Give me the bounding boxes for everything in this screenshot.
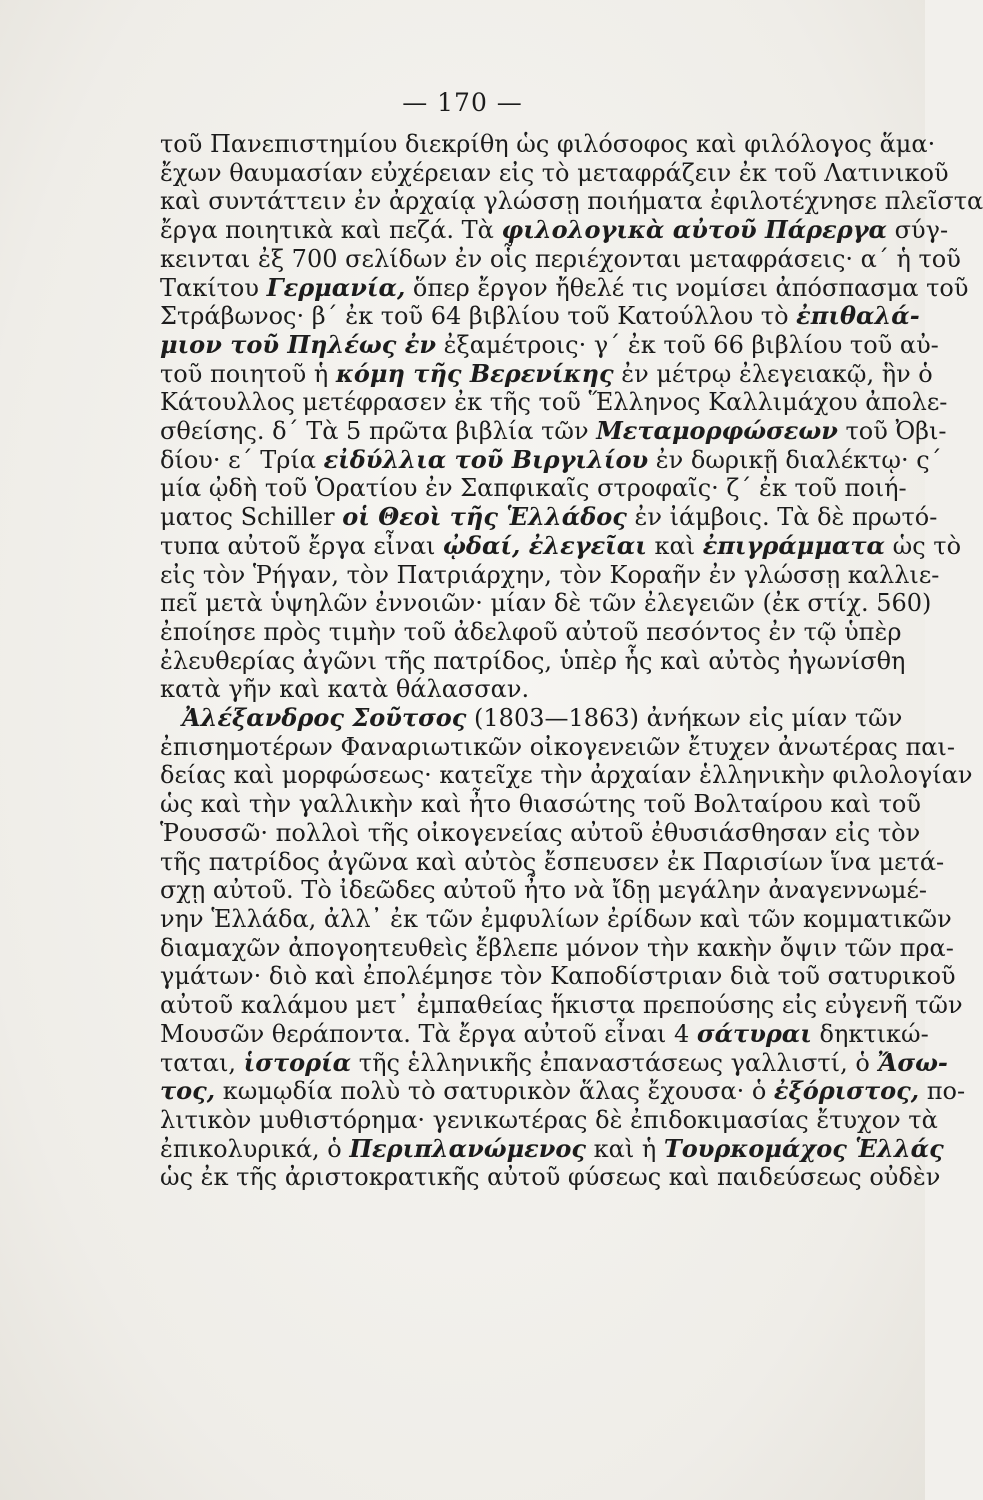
text-line	[160, 130, 936, 159]
text-segment: δηκτικώ-	[811, 1019, 929, 1048]
text-segment: ὡς καὶ τὴν γαλλικὴν καὶ ἦτο θιασώτης τοῦ Βολταίρου καὶ τοῦ	[160, 790, 921, 819]
text-segment: νην Ἑλλάδα, ἀλλ᾽ ἐκ τῶν ἐμφυλίων ἐρίδων καὶ τῶν κομματικῶν	[160, 904, 952, 933]
text-segment: καὶ ἡ	[586, 1134, 664, 1163]
text-segment: Τακίτου	[160, 273, 267, 302]
emphasized-title: Μεταμορφώσεων	[596, 416, 838, 446]
text-line	[160, 790, 921, 819]
text-segment: αὐτοῦ καλάμου μετ᾽ ἐμπαθείας ἥκιστα πρεπούσης εἰς εὐγενῆ τῶν	[160, 991, 963, 1020]
text-line	[160, 703, 903, 733]
emphasized-title: εἰδύλλια τοῦ Βιργιλίου	[323, 444, 649, 474]
text-line	[160, 1133, 944, 1164]
text-segment: (1803—1863) ἀνήκων εἰς μίαν τῶν	[466, 704, 903, 733]
emphasized-title: τος,	[160, 1076, 216, 1106]
text-segment: Ῥουσσῶ· πολλοὶ τῆς οἰκογενείας αὐτοῦ ἐθυσιάσθησαν εἰς τὸν	[160, 818, 921, 847]
text-line	[160, 876, 928, 905]
text-line	[160, 1076, 966, 1106]
emphasized-title: ἐπιγράμματα	[702, 530, 886, 560]
text-segment: τοῦ ποιητοῦ ἡ	[160, 359, 336, 388]
emphasized-title: ᾠδαί, ἐλεγεῖαι	[443, 530, 647, 560]
text-segment: μία ᾠδὴ τοῦ Ὁρατίου ἐν Σαπφικαῖς στροφαῖς· ζ΄ ἐκ τοῦ ποιή-	[160, 474, 907, 503]
text-segment: ἐξαμέτροις· γ΄ ἐκ τοῦ 66 βιβλίου τοῦ αὐ-	[435, 330, 939, 359]
text-segment: Κάτουλλος μετέφρασεν ἐκ τῆς τοῦ Ἕλληνος Καλλιμάχου ἀπολε-	[160, 388, 948, 417]
text-line	[160, 215, 949, 245]
text-line	[160, 1018, 929, 1049]
text-segment: εἰς τὸν Ῥήγαν, τὸν Πατριάρχην, τὸν Κοραῆν ἐν γλώσσῃ καλλιε-	[160, 560, 940, 589]
text-segment: Μουσῶν θεράποντα. Τὰ ἔργα αὐτοῦ εἶναι 4	[160, 1019, 697, 1048]
text-segment: ἐν δωρικῇ διαλέκτῳ· ς΄	[648, 445, 942, 474]
text-line	[160, 818, 921, 848]
emphasized-title: ἐπιθαλά-	[796, 301, 920, 331]
text-segment: σθείσης. δ΄ Τὰ 5 πρῶτα βιβλία τῶν	[160, 417, 597, 446]
text-line	[160, 329, 939, 360]
text-line	[160, 530, 962, 561]
text-segment: δείας καὶ μορφώσεως· κατεῖχε τὴν ἀρχαίαν ἑλληνικὴν φιλολογίαν	[160, 761, 973, 790]
text-segment: σχῃ αὐτοῦ. Τὸ ἰδεῶδες αὐτοῦ ἦτο νὰ ἴδῃ μεγάλην ἀναγεννωμέ-	[160, 876, 928, 905]
text-line	[160, 732, 955, 762]
text-segment: καὶ συντάττειν ἐν ἀρχαίᾳ γλώσσῃ ποιήματα ἐφιλοτέχνησε πλεῖστα	[160, 187, 983, 216]
text-line	[160, 272, 969, 303]
text-segment: ἐπικολυρικά, ὁ	[160, 1134, 350, 1163]
text-line	[160, 244, 961, 274]
text-segment: γμάτων· διὸ καὶ ἐπολέμησε τὸν Καποδίστριαν διὰ τοῦ σατυρικοῦ	[160, 962, 956, 991]
text-line	[160, 474, 907, 503]
text-segment: ἐλευθερίας ἀγῶνι τῆς πατρίδος, ὑπὲρ ἧς καὶ αὐτὸς ἠγωνίσθη	[160, 646, 906, 675]
text-segment: ταται,	[160, 1048, 244, 1077]
text-line	[160, 158, 949, 188]
text-segment: πο-	[919, 1077, 966, 1106]
emphasized-title: φιλολογικὰ αὐτοῦ Πάρεργα	[501, 215, 888, 245]
text-segment: κεινται ἐξ 700 σελίδων ἐν οἷς περιέχονται μεταφράσεις· α΄ ἡ τοῦ	[160, 244, 961, 273]
text-segment: ἐν μέτρῳ ἐλεγειακῷ, ἣν ὁ	[613, 359, 933, 388]
text-segment: τοῦ Ὀβι-	[837, 417, 947, 446]
text-line	[160, 933, 954, 963]
text-line	[160, 444, 942, 475]
text-segment: ἔργα ποιητικὰ καὶ πεζά. Τὰ	[160, 216, 502, 245]
text-line	[160, 589, 932, 618]
text-segment: ἐπισημοτέρων Φαναριωτικῶν οἰκογενειῶν ἔτυχεν ἀνωτέρας παι-	[160, 732, 955, 761]
text-segment: λιτικὸν μυθιστόρημα· γενικωτέρας δὲ ἐπιδοκιμασίας ἔτυχον τὰ	[160, 1105, 938, 1134]
text-line	[160, 991, 963, 1020]
text-segment: ὡς τὸ	[885, 531, 962, 560]
emphasized-title: κόμη τῆς Βερενίκης	[335, 358, 614, 388]
text-segment: ἐποίησε πρὸς τιμὴν τοῦ ἀδελφοῦ αὐτοῦ πεσόντος ἐν τῷ ὑπὲρ	[160, 617, 902, 646]
text-line	[160, 1105, 938, 1135]
emphasized-title: μιον τοῦ Πηλέως ἐν	[160, 329, 436, 359]
text-segment: ματος Schiller	[160, 503, 343, 532]
emphasized-title: ἐξόριστος,	[773, 1076, 920, 1106]
text-segment: καὶ	[646, 531, 703, 560]
emphasized-title: οἱ Θεοὶ τῆς Ἑλλάδος	[342, 502, 627, 532]
text-line	[160, 646, 906, 676]
text-segment: ὅπερ ἔργον ἤθελέ τις νομίσει ἀπόσπασμα τοῦ	[405, 273, 969, 302]
text-line	[160, 502, 938, 532]
emphasized-title: ἱστορία	[243, 1047, 352, 1077]
text-line	[160, 416, 947, 446]
text-line	[160, 675, 888, 704]
text-segment: ὡς ἐκ τῆς ἀριστοκρατικῆς αὐτοῦ φύσεως καὶ παιδεύσεως οὐδὲν	[160, 1163, 941, 1192]
text-line	[160, 187, 983, 216]
emphasized-title: Ἀλέξανδρος Σοῦτσος	[182, 703, 467, 733]
emphasized-title: Γερμανία,	[266, 272, 406, 302]
text-line	[160, 388, 948, 417]
emphasized-title: Περιπλανώμενος	[349, 1133, 587, 1163]
text-line	[160, 617, 902, 647]
text-line	[160, 847, 945, 877]
text-line	[160, 301, 920, 331]
text-segment: σύγ-	[887, 216, 949, 245]
body-text	[160, 130, 983, 1192]
text-line	[160, 1047, 948, 1078]
text-segment: πεῖ μετὰ ὑψηλῶν ἐννοιῶν· μίαν δὲ τῶν ἐλεγειῶν (ἐκ στίχ. 560)	[160, 589, 932, 618]
text-segment: τῆς πατρίδος ἀγῶνα καὶ αὐτὸς ἔσπευσεν ἐκ Παρισίων ἵνα μετά-	[160, 847, 945, 876]
emphasized-title: Τουρκομάχος Ἑλλάς	[663, 1133, 944, 1163]
text-line	[160, 904, 952, 934]
text-segment: διαμαχῶν ἀπογοητευθεὶς ἔβλεπε μόνον τὴν κακὴν ὄψιν τῶν πρα-	[160, 933, 954, 962]
emphasized-title: σάτυραι	[696, 1018, 812, 1048]
text-line	[160, 962, 956, 991]
text-segment: τῆς ἑλληνικῆς ἐπαναστάσεως γαλλιστί, ὁ	[351, 1048, 878, 1077]
text-segment: τυπα αὐτοῦ ἔργα εἶναι	[160, 531, 444, 560]
text-segment: τοῦ Πανεπιστημίου διεκρίθη ὡς φιλόσοφος καὶ φιλόλογος ἅμα·	[160, 130, 936, 158]
text-line	[160, 358, 933, 389]
text-segment: κατὰ γῆν καὶ κατὰ θάλασσαν.	[160, 675, 530, 704]
text-segment: δίου· ε΄ Τρία	[160, 445, 324, 474]
text-segment: ἔχων θαυμασίαν εὐχέρειαν εἰς τὸ μεταφράζειν ἐκ τοῦ Λατινικοῦ	[160, 158, 949, 187]
emphasized-title: Ἄσω-	[877, 1047, 948, 1077]
text-segment: κωμῳδία πολὺ τὸ σατυρικὸν ἅλας ἔχουσα· ὁ	[215, 1077, 774, 1106]
text-segment: ἐν ἰάμβοις. Τὰ δὲ πρωτό-	[626, 503, 938, 532]
text-line	[160, 1163, 941, 1192]
page-number: — 170 —	[402, 88, 523, 117]
text-line	[160, 560, 940, 590]
text-segment: Στράβωνος· β΄ ἐκ τοῦ 64 βιβλίου τοῦ Κατούλλου τὸ	[160, 302, 797, 331]
text-line	[160, 761, 973, 790]
